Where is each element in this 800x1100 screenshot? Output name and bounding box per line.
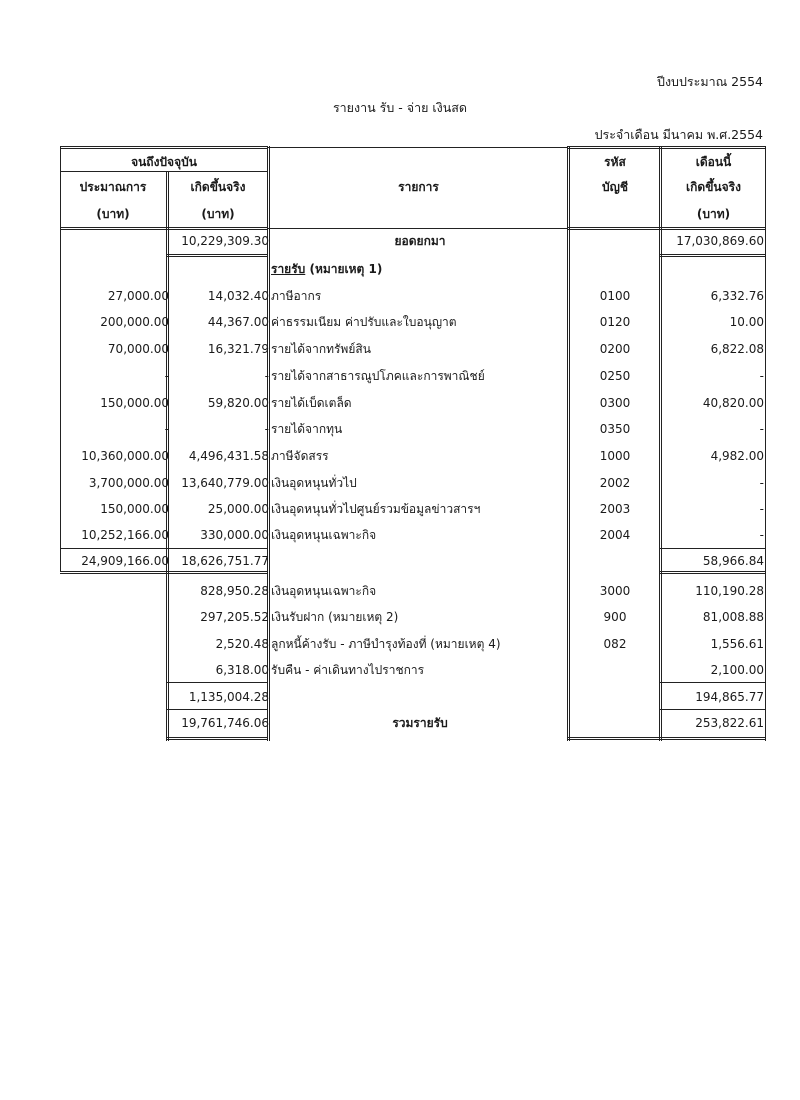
row-month: - — [759, 422, 764, 436]
row-actual: 59,820.00 — [207, 396, 269, 410]
row-actual: 16,321.79 — [207, 342, 269, 356]
row-actual: 330,000.00 — [200, 528, 269, 542]
report-title: รายงาน รับ - จ่าย เงินสด — [332, 100, 468, 115]
row-actual: 44,367.00 — [207, 315, 269, 329]
row-month: - — [759, 502, 764, 516]
row-month: 110,190.28 — [695, 584, 764, 598]
income-subtotal-estimate: 24,909,166.00 — [81, 554, 169, 568]
grand-total-label: รวมรายรับ — [392, 716, 448, 730]
row-month: - — [759, 528, 764, 542]
header-item: รายการ — [398, 180, 439, 194]
balance-forward-actual: 10,229,309.30 — [181, 234, 269, 248]
row-code: 2004 — [599, 528, 631, 542]
row-month: 40,820.00 — [702, 396, 764, 410]
row-estimate: - — [164, 369, 169, 383]
income-section-heading — [271, 260, 566, 278]
row-code: 900 — [603, 610, 627, 624]
header-code-1: รหัส — [604, 155, 626, 169]
balance-forward-label: ยอดยกมา — [394, 234, 446, 248]
balance-forward-month: 17,030,869.60 — [676, 234, 764, 248]
row-month: 2,100.00 — [710, 663, 764, 677]
row-estimate: - — [164, 422, 169, 436]
row-actual: 2,520.48 — [215, 637, 269, 651]
header-this-month: เดือนนี้ — [695, 155, 732, 169]
row-name: เงินอุดหนุนเฉพาะกิจ — [271, 584, 377, 598]
report-period: ประจำเดือน มีนาคม พ.ศ.2554 — [594, 127, 763, 142]
row-estimate: 150,000.00 — [100, 502, 169, 516]
row-actual: - — [264, 369, 269, 383]
fiscal-year: ปีงบประมาณ 2554 — [657, 74, 763, 89]
row-estimate: 10,252,166.00 — [81, 528, 169, 542]
row-month: 4,982.00 — [710, 449, 764, 463]
row-actual: 25,000.00 — [207, 502, 269, 516]
row-actual: 828,950.28 — [200, 584, 269, 598]
income-heading-text: รายรับ — [271, 262, 306, 276]
row-estimate: 27,000.00 — [107, 289, 169, 303]
row-code: 0250 — [599, 369, 631, 383]
header-month-actual: เกิดขึ้นจริง — [686, 180, 741, 194]
row-name: ภาษีจัดสรร — [271, 449, 329, 463]
row-code: 0300 — [599, 396, 631, 410]
grand-total-month: 253,822.61 — [695, 716, 764, 730]
row-actual: 4,496,431.58 — [188, 449, 269, 463]
row-code: 2003 — [599, 502, 631, 516]
income-subtotal-month: 58,966.84 — [702, 554, 764, 568]
header-actual: เกิดขึ้นจริง — [190, 180, 246, 194]
row-name: รายได้จากทรัพย์สิน — [271, 342, 371, 356]
row-estimate: 10,360,000.00 — [81, 449, 169, 463]
row-month: 6,332.76 — [710, 289, 764, 303]
row-month: 81,008.88 — [702, 610, 764, 624]
row-code: 0100 — [599, 289, 631, 303]
row-actual: - — [264, 422, 269, 436]
row-code: 3000 — [599, 584, 631, 598]
row-month: 10.00 — [729, 315, 764, 329]
row-name: เงินรับฝาก (หมายเหตุ 2) — [271, 610, 399, 624]
row-estimate: 200,000.00 — [100, 315, 169, 329]
row-estimate: 150,000.00 — [100, 396, 169, 410]
row-actual: 297,205.52 — [200, 610, 269, 624]
row-code: 0200 — [599, 342, 631, 356]
other-subtotal-month: 194,865.77 — [695, 690, 764, 704]
row-name: รายได้จากทุน — [271, 422, 343, 436]
row-estimate: 70,000.00 — [107, 342, 169, 356]
row-month: - — [759, 369, 764, 383]
row-actual: 6,318.00 — [215, 663, 269, 677]
row-code: 0350 — [599, 422, 631, 436]
row-actual: 14,032.40 — [207, 289, 269, 303]
grand-total-actual: 19,761,746.06 — [181, 716, 269, 730]
row-month: - — [759, 476, 764, 490]
row-code: 0120 — [599, 315, 631, 329]
row-code: 2002 — [599, 476, 631, 490]
other-subtotal-actual: 1,135,004.28 — [188, 690, 269, 704]
row-code — [570, 661, 660, 679]
income-heading-note: (หมายเหตุ 1) — [305, 262, 383, 276]
row-name: รายได้จากสาธารณูปโภคและการพาณิชย์ — [271, 369, 485, 383]
header-actual-unit: (บาท) — [201, 207, 235, 221]
row-estimate: 3,700,000.00 — [88, 476, 169, 490]
header-code-2: บัญชี — [602, 180, 628, 194]
row-name: ค่าธรรมเนียม ค่าปรับและใบอนุญาต — [271, 315, 457, 329]
row-name: เงินอุดหนุนทั่วไป — [271, 476, 357, 490]
header-estimate-unit: (บาท) — [96, 207, 130, 221]
header-estimate: ประมาณการ — [79, 180, 147, 194]
row-name: เงินอุดหนุนทั่วไปศูนย์รวมข้อมูลข่าวสารฯ — [271, 502, 481, 516]
header-month-unit: (บาท) — [696, 207, 731, 221]
row-name: รายได้เบ็ดเตล็ด — [271, 396, 352, 410]
row-month: 1,556.61 — [710, 637, 764, 651]
row-actual: 13,640,779.00 — [181, 476, 269, 490]
row-name: ภาษีอากร — [271, 289, 322, 303]
row-name: เงินอุดหนุนเฉพาะกิจ — [271, 528, 377, 542]
row-code: 1000 — [599, 449, 631, 463]
row-name: ลูกหนี้ค้างรับ - ภาษีบำรุงท้องที่ (หมายเหตุ 4) — [271, 637, 501, 651]
row-name: รับคืน - ค่าเดินทางไปราชการ — [271, 663, 425, 677]
row-month: 6,822.08 — [710, 342, 764, 356]
income-subtotal-actual: 18,626,751.77 — [181, 554, 269, 568]
header-to-date: จนถึงปัจจุบัน — [131, 155, 197, 169]
row-code: 082 — [603, 637, 627, 651]
